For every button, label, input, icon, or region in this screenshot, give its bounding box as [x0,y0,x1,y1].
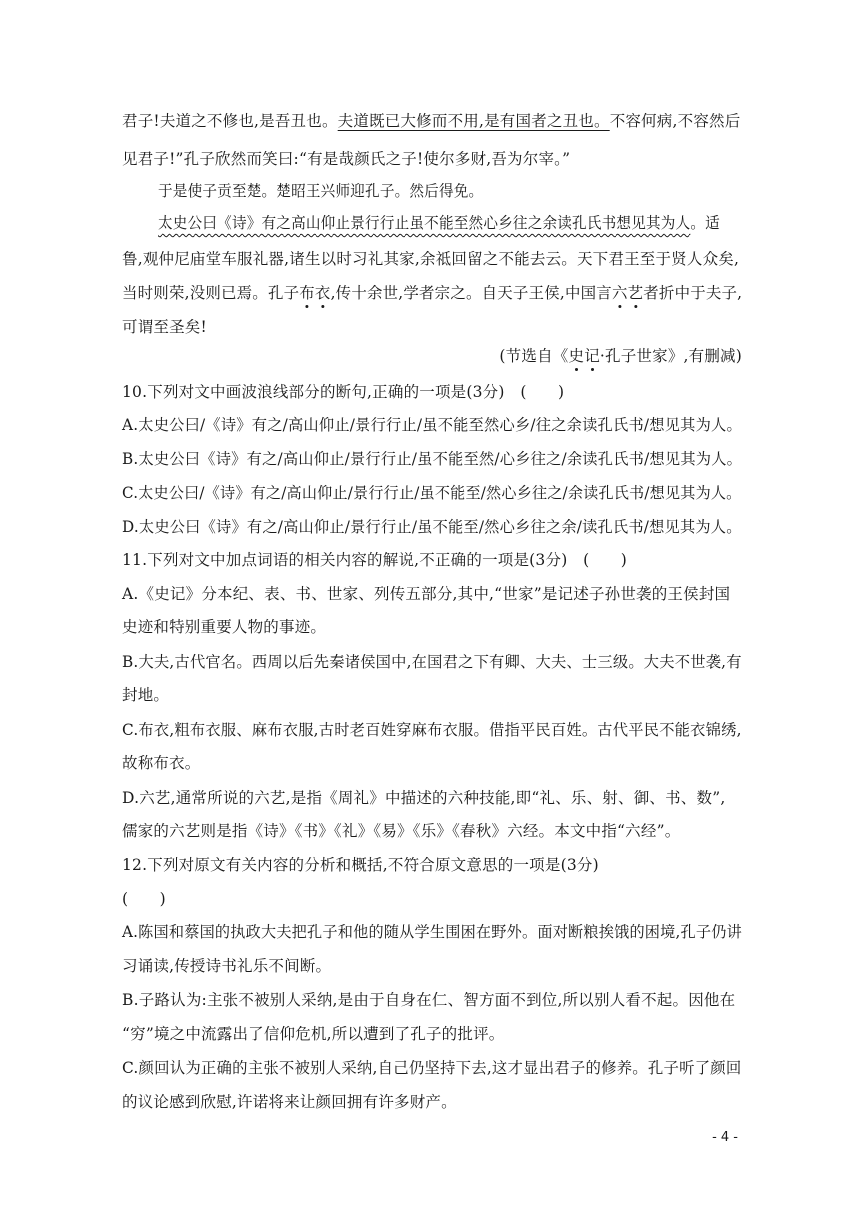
passage-line: 可谓至圣矣! [122,318,207,336]
source-citation [122,346,742,366]
question-10-stem: 10.下列对文中画波浪线部分的断句,正确的一项是(3分) ( ) [122,383,565,401]
passage-paragraph [158,213,742,233]
passage-text: 当时则荣,没则已焉。孔子 [122,284,300,302]
question-10-option-c: C.太史公曰/《诗》有之/高山仰止/景行行止/虽不能至/然心乡往之/余读孔氏书/想见其为人。 [122,484,742,502]
passage-line: 见君子!”孔子欣然而笑曰:“有是哉颜氏之子!使尔多财,吾为尔宰。” [122,150,571,168]
page-number: - 4 - [712,1130,738,1145]
question-11-option-c-cont: 故称布衣。 [122,754,201,772]
passage-line [122,111,742,131]
passage-text: 君子!夫道之不修也,是吾丑也。 [122,112,338,130]
passage-line [122,283,743,303]
question-12-option-b-cont: “穷”境之中流露出了信仰危机,所以遭到了孔子的批评。 [122,1025,505,1043]
dotted-char: 布 [299,284,315,302]
passage-text: 。适 [690,214,720,232]
dotted-char: 艺 [627,284,644,302]
passage-text: 不容何病,不容然后 [609,112,741,130]
question-11-option-b: B.大夫,古代官名。西周以后先秦诸侯国中,在国君之下有卿、大夫、士三级。大夫不世袭,有 [122,653,742,671]
question-12-answer-paren: ( ) [122,890,166,908]
dotted-char: 史 [568,347,585,365]
question-11-option-c: C.布衣,粗布衣服、麻布衣服,古时老百姓穿麻布衣服。借指平民百姓。古代平民不能衣锦绣, [122,721,742,739]
source-text: ·孔子世家》,有删减) [599,347,742,365]
passage-text: ,传十余世,学者宗之。自天子王侯,中国言 [330,284,612,302]
passage-text: 者折中于夫子, [643,284,743,302]
question-11-option-d-cont: 儒家的六艺则是指《诗》《书》《礼》《易》《乐》《春秋》六经。本文中指“六经”。 [122,822,681,840]
dotted-char: 衣 [314,284,331,302]
question-10-option-b: B.太史公曰《诗》有之/高山仰止/景行行止/虽不能至然/心乡往之/余读孔氏书/想见其为人。 [122,450,743,468]
question-11-option-a-cont: 史迹和特别重要人物的事迹。 [122,618,327,636]
question-12-option-a-cont: 习诵读,传授诗书礼乐不间断。 [122,957,332,975]
question-12-option-b: B.子路认为:主张不被别人采纳,是由于自身在仁、智方面不到位,所以别人看不起。因他在 [122,991,736,1009]
dotted-char: 记 [584,347,600,365]
wavy-underlined-text: 太史公曰《诗》有之高山仰止景行行止虽不能至然心乡往之余读孔氏书想见其为人 [158,214,691,232]
question-10-option-d: D.太史公曰《诗》有之/高山仰止/景行行止/虽不能至/然心乡往之余/读孔氏书/想见其为人。 [122,518,742,536]
passage-line: 鲁,观仲尼庙堂车服礼器,诸生以时习礼其家,余祗回留之不能去云。天下君王至于贤人众矣, [122,250,740,268]
question-10-option-a: A.太史公曰/《诗》有之/高山仰止/景行行止/虽不能至然心乡/往之余读孔氏书/想见其为人。 [122,416,742,434]
underlined-sentence: 夫道既已大修而不用,是有国者之丑也。 [337,112,610,130]
passage-paragraph: 于是使子贡至楚。楚昭王兴师迎孔子。然后得免。 [158,182,484,200]
question-11-option-b-cont: 封地。 [122,686,170,704]
question-11-option-a: A.《史记》分本纪、表、书、世家、列传五部分,其中,“世家”是记述子孙世袭的王侯封国 [122,585,731,603]
question-12-option-c-cont: 的议论感到欣慰,许诺将来让颜回拥有许多财产。 [122,1093,457,1111]
question-12-option-a: A.陈国和蔡国的执政大夫把孔子和他的随从学生围困在野外。面对断粮挨饿的困境,孔子仍讲 [122,923,742,941]
question-12-option-c: C.颜回认为正确的主张不被别人采纳,自己仍坚持下去,这才显出君子的修养。孔子听了颜回 [122,1059,742,1077]
question-11-option-d: D.六艺,通常所说的六艺,是指《周礼》中描述的六种技能,即“礼、乐、射、御、书、数”, [122,789,726,807]
source-text: (节选自《 [499,347,569,365]
question-12-stem: 12.下列对原文有关内容的分析和概括,不符合原文意思的一项是(3分) [122,856,599,874]
dotted-char: 六 [611,284,628,302]
question-11-stem: 11.下列对文中加点词语的相关内容的解说,不正确的一项是(3分) ( ) [122,551,628,569]
